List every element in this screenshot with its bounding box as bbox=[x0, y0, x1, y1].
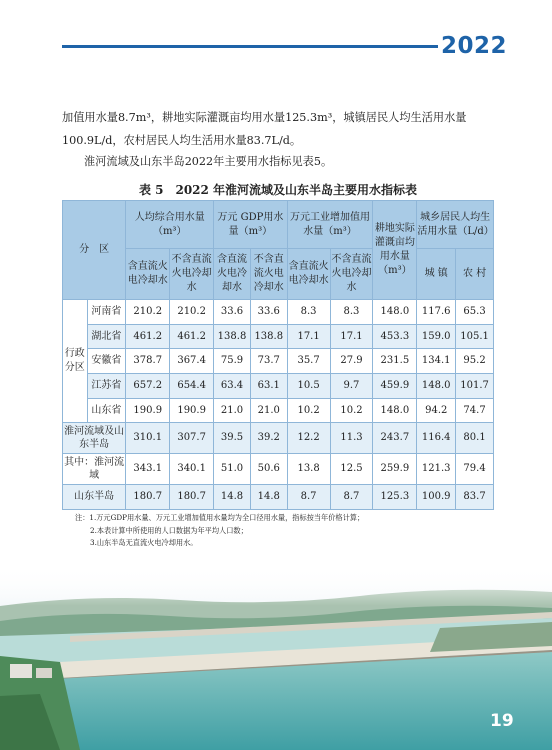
table-title: 表 5 2022 年淮河流域及山东半岛主要用水指标表 bbox=[138, 183, 418, 197]
row-name: 山东半岛 bbox=[63, 485, 126, 510]
note-2: 2.本表计算中所使用的人口数据为年平均人口数； bbox=[90, 525, 248, 535]
cell: 50.6 bbox=[250, 454, 287, 485]
table-row bbox=[63, 398, 494, 423]
cell: 21.0 bbox=[250, 398, 287, 423]
cell: 116.4 bbox=[417, 423, 456, 454]
cell: 63.4 bbox=[214, 374, 251, 399]
header-rule bbox=[62, 45, 438, 48]
header-per-industry: 万元工业增加值用水量（m³） bbox=[287, 201, 373, 249]
table-row bbox=[63, 300, 494, 325]
cell: 39.2 bbox=[250, 423, 287, 454]
cell: 83.7 bbox=[456, 485, 494, 510]
cell: 378.7 bbox=[126, 349, 170, 374]
table-row bbox=[63, 374, 494, 399]
cell: 210.2 bbox=[170, 300, 214, 325]
cell: 134.1 bbox=[417, 349, 456, 374]
cell: 100.9 bbox=[417, 485, 456, 510]
header-incl: 含直流火电冷却水 bbox=[214, 249, 251, 300]
cell: 10.5 bbox=[287, 374, 330, 399]
river-dam-photo bbox=[0, 566, 552, 750]
row-name: 江苏省 bbox=[87, 374, 126, 399]
water-indicator-table bbox=[62, 200, 494, 510]
cell: 231.5 bbox=[373, 349, 417, 374]
page-number: 19 bbox=[490, 711, 514, 731]
paragraph-1: 加值用水量8.7m³，耕地实际灌溉亩均用水量125.3m³，城镇居民人均生活用水量100.9L/d，农村居民人均生活用水量83.7L/d。 bbox=[62, 111, 467, 147]
cell: 125.3 bbox=[373, 485, 417, 510]
note-3: 3.山东半岛无直流火电冷却用水。 bbox=[90, 538, 198, 547]
cell: 148.0 bbox=[417, 374, 456, 399]
cell: 14.8 bbox=[250, 485, 287, 510]
cell: 79.4 bbox=[456, 454, 494, 485]
header-rural: 农 村 bbox=[456, 249, 494, 300]
cell: 343.1 bbox=[126, 454, 170, 485]
header-excl: 不含直流火电冷却水 bbox=[250, 249, 287, 300]
cell: 65.3 bbox=[456, 300, 494, 325]
cell: 117.6 bbox=[417, 300, 456, 325]
cell: 210.2 bbox=[126, 300, 170, 325]
table-notes bbox=[75, 512, 364, 550]
cell: 21.0 bbox=[214, 398, 251, 423]
cell: 101.7 bbox=[456, 374, 494, 399]
cell: 138.8 bbox=[214, 324, 251, 349]
cell: 307.7 bbox=[170, 423, 214, 454]
paragraph-2: 淮河流域及山东半岛2022年主要用水指标见表5。 bbox=[84, 155, 333, 168]
admin-group-label: 行政分区 bbox=[63, 300, 88, 423]
cell: 33.6 bbox=[214, 300, 251, 325]
cell: 453.3 bbox=[373, 324, 417, 349]
table-row bbox=[63, 324, 494, 349]
row-name: 河南省 bbox=[87, 300, 126, 325]
cell: 35.7 bbox=[287, 349, 330, 374]
cell: 8.3 bbox=[287, 300, 330, 325]
table-row bbox=[63, 454, 494, 485]
cell: 10.2 bbox=[330, 398, 373, 423]
cell: 9.7 bbox=[330, 374, 373, 399]
cell: 180.7 bbox=[170, 485, 214, 510]
cell: 148.0 bbox=[373, 300, 417, 325]
header-excl: 不含直流火电冷却水 bbox=[170, 249, 214, 300]
header-excl: 不含直流火电冷却水 bbox=[330, 249, 373, 300]
header-irrigation: 耕地实际灌溉亩均用水量（m³） bbox=[373, 201, 417, 300]
cell: 654.4 bbox=[170, 374, 214, 399]
header-per-gdp: 万元 GDP用水量（m³） bbox=[214, 201, 288, 249]
cell: 190.9 bbox=[126, 398, 170, 423]
cell: 190.9 bbox=[170, 398, 214, 423]
table-row bbox=[63, 423, 494, 454]
note-1: 注：1.万元GDP用水量、万元工业增加值用水量均为全口径用水量，指标按当年价格计算； bbox=[75, 513, 365, 522]
header-urban: 城 镇 bbox=[417, 249, 456, 300]
cell: 243.7 bbox=[373, 423, 417, 454]
cell: 310.1 bbox=[126, 423, 170, 454]
cell: 17.1 bbox=[330, 324, 373, 349]
table-row bbox=[63, 349, 494, 374]
cell: 138.8 bbox=[250, 324, 287, 349]
row-name: 湖北省 bbox=[87, 324, 126, 349]
cell: 459.9 bbox=[373, 374, 417, 399]
cell: 12.5 bbox=[330, 454, 373, 485]
cell: 121.3 bbox=[417, 454, 456, 485]
cell: 12.2 bbox=[287, 423, 330, 454]
cell: 39.5 bbox=[214, 423, 251, 454]
cell: 94.2 bbox=[417, 398, 456, 423]
cell: 180.7 bbox=[126, 485, 170, 510]
row-name: 其中：淮河流域 bbox=[63, 454, 126, 485]
row-name: 淮河流域及山东半岛 bbox=[63, 423, 126, 454]
table-row bbox=[63, 485, 494, 510]
cell: 10.2 bbox=[287, 398, 330, 423]
cell: 8.7 bbox=[330, 485, 373, 510]
cell: 33.6 bbox=[250, 300, 287, 325]
header-region: 分 区 bbox=[63, 201, 126, 300]
header-per-capita: 人均综合用水量（m³） bbox=[126, 201, 214, 249]
header-living: 城乡居民人均生活用水量（L/d） bbox=[417, 201, 494, 249]
cell: 17.1 bbox=[287, 324, 330, 349]
cell: 367.4 bbox=[170, 349, 214, 374]
row-name: 安徽省 bbox=[87, 349, 126, 374]
cell: 13.8 bbox=[287, 454, 330, 485]
header-incl: 含直流火电冷却水 bbox=[126, 249, 170, 300]
cell: 51.0 bbox=[214, 454, 251, 485]
cell: 340.1 bbox=[170, 454, 214, 485]
cell: 63.1 bbox=[250, 374, 287, 399]
cell: 8.7 bbox=[287, 485, 330, 510]
cell: 259.9 bbox=[373, 454, 417, 485]
cell: 159.0 bbox=[417, 324, 456, 349]
cell: 657.2 bbox=[126, 374, 170, 399]
cell: 75.9 bbox=[214, 349, 251, 374]
cell: 461.2 bbox=[126, 324, 170, 349]
cell: 461.2 bbox=[170, 324, 214, 349]
cell: 73.7 bbox=[250, 349, 287, 374]
cell: 80.1 bbox=[456, 423, 494, 454]
cell: 148.0 bbox=[373, 398, 417, 423]
cell: 105.1 bbox=[456, 324, 494, 349]
row-name: 山东省 bbox=[87, 398, 126, 423]
cell: 11.3 bbox=[330, 423, 373, 454]
cell: 95.2 bbox=[456, 349, 494, 374]
cell: 14.8 bbox=[214, 485, 251, 510]
cell: 8.3 bbox=[330, 300, 373, 325]
header-year: 2022 bbox=[441, 33, 508, 59]
cell: 74.7 bbox=[456, 398, 494, 423]
header-incl: 含直流火电冷却水 bbox=[287, 249, 330, 300]
cell: 27.9 bbox=[330, 349, 373, 374]
